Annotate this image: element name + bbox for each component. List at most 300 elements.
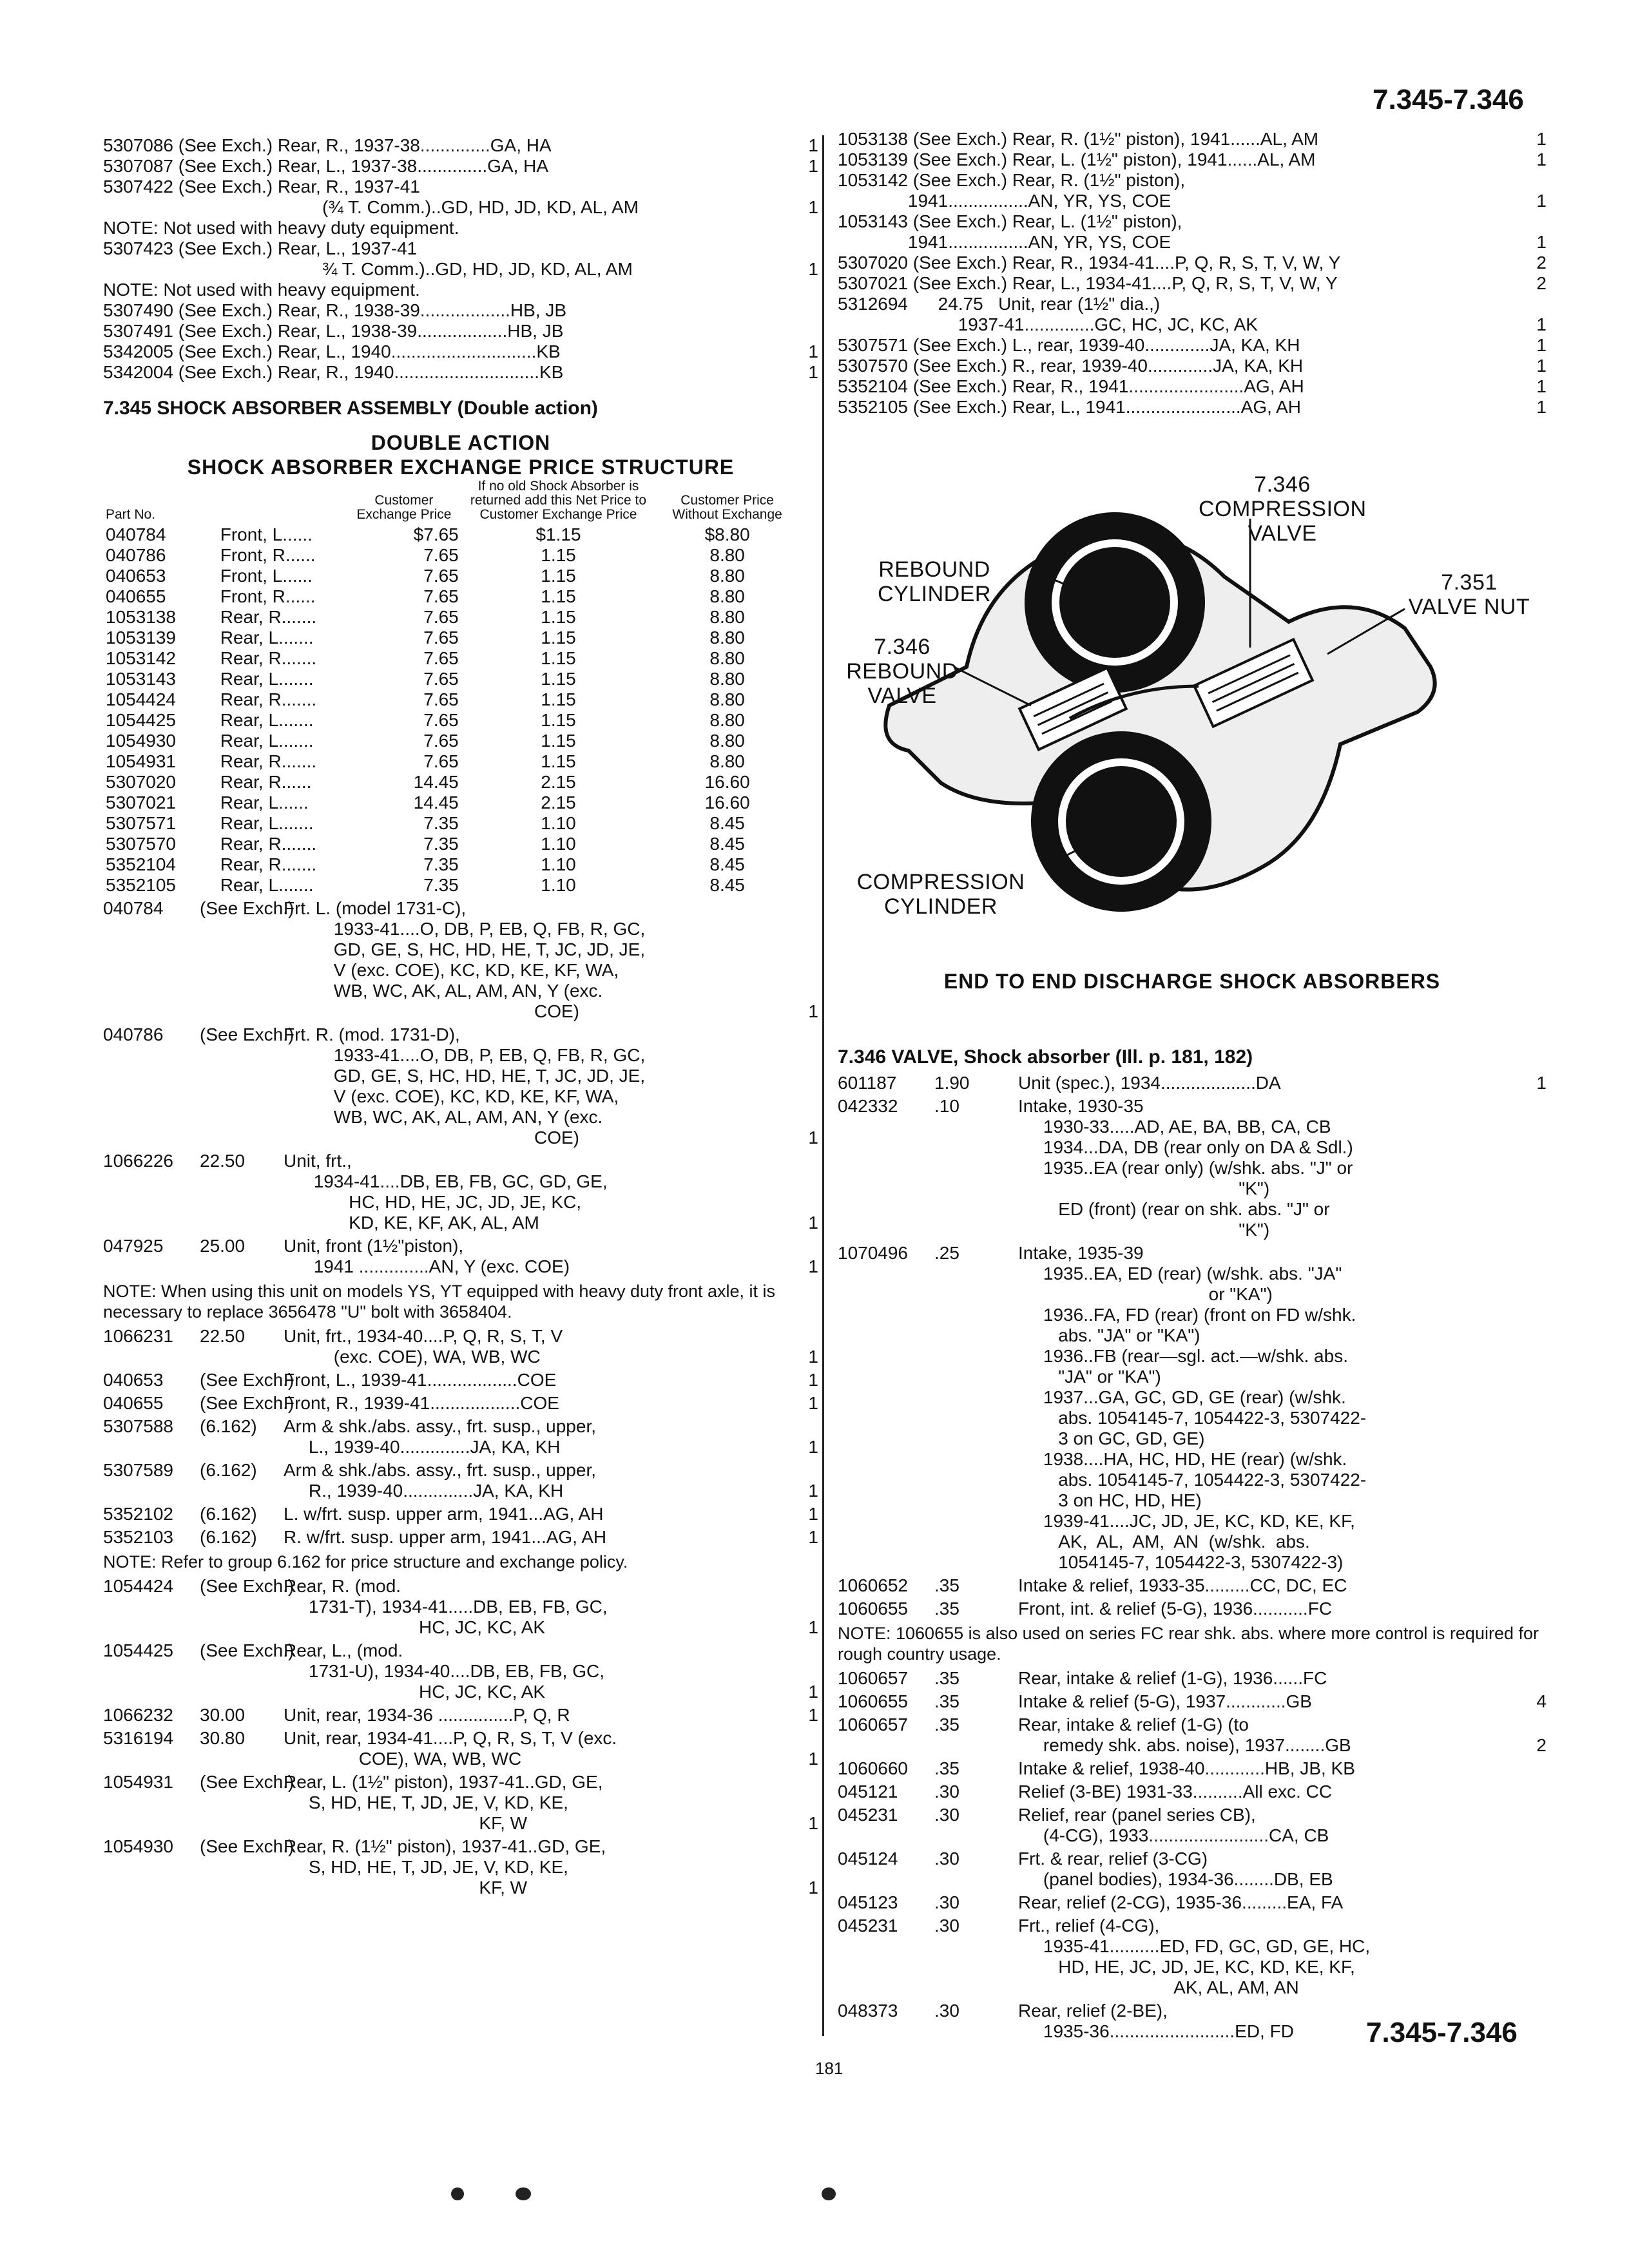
cell-part-no: 1054424 [106, 689, 177, 709]
quantity: 1 [808, 1813, 818, 1833]
price-table-row [103, 689, 799, 710]
cell-net: 2.15 [541, 772, 576, 792]
part-number: 045123 [838, 1892, 898, 1912]
cell-without: 16.60 [704, 793, 750, 812]
price: (6.162) [200, 1460, 257, 1480]
price: .35 [934, 1691, 959, 1711]
quantity: 1 [808, 1001, 818, 1021]
parts-entry [103, 1326, 818, 1367]
cell-exchange: 7.65 [423, 586, 459, 606]
cell-part-no: 5307571 [106, 813, 177, 833]
left-entries-1 [103, 898, 818, 1277]
cell-position: Rear, R....... [220, 648, 317, 668]
part-number: 5307588 [103, 1416, 174, 1436]
line-qty: 2 [1536, 273, 1547, 293]
quantity: 1 [808, 1256, 818, 1276]
print-speck [822, 2187, 836, 2200]
parts-entry [103, 1728, 818, 1769]
cell-position: Rear, L...... [220, 793, 309, 812]
description: Arm & shk./abs. assy., frt. susp., upper, L., 1939-40..............JA, KA, KH [284, 1416, 596, 1457]
print-speck [516, 2187, 531, 2200]
quantity: 1 [808, 1437, 818, 1457]
description: Arm & shk./abs. assy., frt. susp., upper, R., 1939-40..............JA, KA, KH [284, 1460, 596, 1501]
left-column [103, 135, 818, 1898]
cell-without: 8.80 [709, 710, 745, 730]
description: Front, L., 1939-41..................COE [284, 1370, 557, 1390]
parts-entry [838, 1691, 1547, 1712]
catalog-line [838, 356, 1547, 376]
cell-part-no: 040784 [106, 524, 166, 544]
cell-position: Front, L...... [220, 566, 313, 586]
catalog-line [103, 135, 818, 156]
cell-position: Rear, L....... [220, 813, 314, 833]
description: Relief, rear (panel series CB), (4-CG), 1933........................CA, CB [1018, 1805, 1329, 1845]
cell-net: 1.15 [541, 648, 576, 668]
line-text: 5342005 (See Exch.) Rear, L., 1940.............................KB [103, 341, 561, 361]
catalog-line [103, 238, 818, 259]
cell-exchange: 7.35 [423, 854, 459, 874]
part-number: 1054425 [103, 1640, 174, 1660]
cell-part-no: 1053142 [106, 648, 177, 668]
line-qty [1527, 211, 1547, 232]
quantity: 4 [1536, 1691, 1547, 1711]
part-number: 1060660 [838, 1758, 909, 1778]
catalog-line [838, 335, 1547, 356]
parts-entry [103, 1151, 818, 1233]
quantity: 1 [808, 1213, 818, 1233]
line-qty: 1 [1536, 149, 1547, 169]
cell-net: 1.10 [541, 813, 576, 833]
line-text: 5342004 (See Exch.) Rear, R., 1940.............................KB [103, 362, 564, 382]
parts-entry [838, 1096, 1547, 1240]
col-header-exchange: Customer Exchange Price [356, 493, 452, 522]
label-rebound-valve: 7.346 REBOUND VALVE [846, 635, 958, 708]
cell-exchange: 7.35 [423, 813, 459, 833]
price-table-row [103, 854, 799, 875]
cell-without: 16.60 [704, 772, 750, 792]
cell-without: 8.80 [709, 751, 745, 771]
parts-entry [103, 1576, 818, 1638]
description: Unit, front (1½"piston), 1941 ..............AN, Y (exc. COE) [284, 1236, 570, 1276]
price: .25 [934, 1243, 959, 1263]
line-text: 5312694 24.75 Unit, rear (1½" dia.,) [838, 294, 1161, 314]
price: .30 [934, 1805, 959, 1825]
line-qty: 1 [808, 135, 818, 155]
description: Rear, relief (2-BE), 1935-36.........................ED, FD [1018, 2001, 1294, 2041]
line-text: 5307491 (See Exch.) Rear, L., 1938-39..................HB, JB [103, 321, 564, 341]
cell-position: Rear, R...... [220, 772, 312, 792]
cell-exchange: 7.65 [423, 648, 459, 668]
left-entries-2 [103, 1326, 818, 1548]
price: (See Exch.) [200, 1024, 294, 1044]
line-qty: 1 [1536, 356, 1547, 376]
cell-net: 1.15 [541, 586, 576, 606]
cell-part-no: 040655 [106, 586, 166, 606]
cell-net: 1.15 [541, 545, 576, 565]
col-header-part-no: Part No. [106, 507, 156, 522]
cell-without: 8.80 [709, 607, 745, 627]
catalog-line [103, 321, 818, 341]
right-column [838, 129, 1547, 418]
price-table-row [103, 834, 799, 854]
line-text: 1941................AN, YR, YS, COE [838, 191, 1171, 211]
cell-net: 1.15 [541, 689, 576, 709]
catalog-line [103, 197, 818, 218]
quantity: 2 [1536, 1735, 1547, 1755]
section-code-top: 7.345-7.346 [1373, 84, 1524, 115]
description: Rear, L., (mod. 1731-U), 1934-40....DB, EB, FB, GC, HC, JC, KC, AK [284, 1640, 604, 1702]
price-table-row [103, 875, 799, 896]
section-title-7346: 7.346 VALVE, Shock absorber (Ill. p. 181, 182) [838, 1046, 1253, 1068]
price: .30 [934, 1782, 959, 1802]
parts-entry [103, 1460, 818, 1501]
parts-entry [838, 1892, 1547, 1913]
price-table-row [103, 545, 799, 566]
line-qty [799, 238, 818, 259]
description: Rear, R. (1½" piston), 1937-41..GD, GE, S, HD, HE, T, JD, JE, V, KD, KE, KF, W [284, 1836, 606, 1898]
description: Intake, 1935-39 1935..EA, ED (rear) (w/shk. abs. "JA" or "KA") 1936..FA, FD (rear) (front on FD w/shk. abs. "JA" or "KA") 1936..FB (rear—sgl. act.—w/shk. abs. "JA" or "KA") 1937...GA, GC, GD, GE (rear) (w/shk. abs. 1054145-7, 1054422-3, 5307422- 3 on GC, GD, GE) 1938....HA, HC, HD, HE (rear) (w/shk. abs. 1054145-7, 1054422-3, 5307422- 3 on HC, HD, HE) 1939-41....JC, JD, JE, KC, KD, KE, KF, AK, AL, AM, AN (w/shk. abs. 1054145-7, 1054422-3, 5307422-3) [1018, 1243, 1367, 1572]
cell-part-no: 5307021 [106, 793, 177, 812]
cell-net: 1.15 [541, 607, 576, 627]
catalog-line [103, 300, 818, 321]
quantity: 1 [808, 1682, 818, 1702]
cell-net: 1.15 [541, 710, 576, 730]
price: (6.162) [200, 1504, 257, 1524]
cell-without: $8.80 [704, 524, 750, 544]
price: .35 [934, 1599, 959, 1619]
cell-part-no: 5352104 [106, 854, 177, 874]
description: Rear, R. (mod. 1731-T), 1934-41.....DB, EB, FB, GC, HC, JC, KC, AK [284, 1576, 608, 1637]
price: .30 [934, 1849, 959, 1869]
note-fc-usage: NOTE: 1060655 is also used on series FC rear shk. abs. where more control is required for rough country usage. [838, 1624, 1539, 1664]
line-qty: 1 [808, 156, 818, 176]
line-qty: 1 [1536, 376, 1547, 396]
section-title-7345: 7.345 SHOCK ABSORBER ASSEMBLY (Double action) [103, 398, 598, 419]
description: Intake & relief (5-G), 1937............GB [1018, 1691, 1312, 1711]
cell-part-no: 040653 [106, 566, 166, 586]
catalog-line [103, 177, 818, 197]
price: 30.00 [200, 1705, 246, 1725]
cell-part-no: 5352105 [106, 875, 177, 895]
catalog-line [838, 211, 1547, 232]
right-entries-1 [838, 1073, 1547, 1619]
description: Rear, intake & relief (1-G) (to remedy shk. abs. noise), 1937........GB [1018, 1715, 1351, 1755]
col-header-without: Customer Price Without Exchange [672, 493, 782, 522]
cell-position: Rear, R....... [220, 751, 317, 771]
description: L. w/frt. susp. upper arm, 1941...AG, AH [284, 1504, 604, 1524]
part-number: 5352103 [103, 1527, 174, 1547]
description: Unit, frt., 1934-40....P, Q, R, S, T, V (exc. COE), WA, WB, WC [284, 1326, 563, 1367]
price-table-row [103, 751, 799, 772]
part-number: 040786 [103, 1024, 164, 1044]
part-number: 045231 [838, 1805, 898, 1825]
cell-without: 8.80 [709, 689, 745, 709]
catalog-line [103, 280, 818, 300]
part-number: 1054424 [103, 1576, 174, 1596]
cell-exchange: 7.65 [423, 710, 459, 730]
price: 22.50 [200, 1151, 246, 1171]
price-table-row [103, 566, 799, 586]
line-qty [799, 177, 818, 197]
price: .35 [934, 1668, 959, 1688]
right-top-lines [838, 129, 1547, 418]
line-qty: 1 [1536, 314, 1547, 334]
cell-net: 1.15 [541, 566, 576, 586]
parts-entry [103, 1416, 818, 1457]
line-text: 5352104 (See Exch.) Rear, R., 1941.......................AG, AH [838, 376, 1304, 396]
line-text: 1937-41..............GC, HC, JC, KC, AK [838, 314, 1258, 334]
line-text: 1941................AN, YR, YS, COE [838, 232, 1171, 252]
cell-without: 8.80 [709, 669, 745, 689]
line-text: 5307087 (See Exch.) Rear, L., 1937-38..............GA, HA [103, 156, 549, 176]
cell-net: $1.15 [535, 524, 581, 544]
parts-entry [103, 1236, 818, 1277]
parts-entry [838, 1782, 1547, 1802]
label-rebound-cylinder: REBOUND CYLINDER [878, 557, 991, 606]
quantity: 1 [808, 1128, 818, 1148]
description: Front, int. & relief (5-G), 1936...........FC [1018, 1599, 1333, 1619]
price: (See Exch.) [200, 898, 294, 918]
description: Frt. R. (mod. 1731-D), 1933-41....O, DB, P, EB, Q, FB, R, GC, GD, GE, S, HC, HD, HE, T, JC, JD, JE, V (exc. COE), KC, KD, KE, KF, WA, WB, WC, AK, AL, AM, AN, Y (exc. COE) [284, 1024, 646, 1148]
price: (See Exch.) [200, 1836, 294, 1856]
part-number: 1070496 [838, 1243, 909, 1263]
catalog-line [103, 341, 818, 362]
cell-exchange: 7.65 [423, 751, 459, 771]
description: Rear, intake & relief (1-G), 1936......FC [1018, 1668, 1327, 1688]
price: .35 [934, 1758, 959, 1778]
quantity: 1 [808, 1749, 818, 1769]
cell-position: Rear, L....... [220, 628, 314, 648]
cell-part-no: 1054425 [106, 710, 177, 730]
line-qty: 1 [1536, 191, 1547, 211]
description: Unit (spec.), 1934...................DA [1018, 1073, 1281, 1093]
quantity: 1 [808, 1617, 818, 1637]
parts-entry [838, 1805, 1547, 1846]
part-number: 1060657 [838, 1668, 909, 1688]
price-table-row [103, 628, 799, 648]
cell-position: Front, R...... [220, 545, 316, 565]
part-number: 5316194 [103, 1728, 174, 1748]
line-text: 5307490 (See Exch.) Rear, R., 1938-39..................HB, JB [103, 300, 567, 320]
column-divider [822, 135, 824, 2036]
price: .30 [934, 1916, 959, 1936]
line-text: 5307021 (See Exch.) Rear, L., 1934-41....P, Q, R, S, T, V, W, Y [838, 273, 1338, 293]
description: Front, R., 1939-41..................COE [284, 1393, 559, 1413]
line-text: (¾ T. Comm.)..GD, HD, JD, KD, AL, AM [322, 197, 639, 217]
line-text: 5307086 (See Exch.) Rear, R., 1937-38..............GA, HA [103, 135, 552, 155]
catalog-line [838, 253, 1547, 273]
description: Intake & relief, 1933-35.........CC, DC, EC [1018, 1575, 1347, 1595]
description: Rear, relief (2-CG), 1935-36.........EA, FA [1018, 1892, 1344, 1912]
shock-absorber-diagram [838, 474, 1553, 970]
cell-position: Rear, R....... [220, 834, 317, 854]
price: (See Exch.) [200, 1640, 294, 1660]
cell-position: Front, L...... [220, 524, 313, 544]
catalog-line [103, 156, 818, 177]
line-qty: 1 [1536, 232, 1547, 252]
quantity: 1 [1536, 1073, 1547, 1093]
cell-without: 8.80 [709, 628, 745, 648]
part-number: 040653 [103, 1370, 164, 1390]
catalog-line [103, 362, 818, 383]
line-qty [799, 321, 818, 341]
cell-without: 8.80 [709, 731, 745, 751]
part-number: 1066231 [103, 1326, 174, 1346]
price-table-row [103, 648, 799, 669]
cell-part-no: 1053143 [106, 669, 177, 689]
parts-entry [103, 898, 818, 1022]
price: (See Exch.) [200, 1576, 294, 1596]
parts-entry [838, 1668, 1547, 1689]
label-compression-valve: 7.346 COMPRESSION VALVE [1199, 472, 1367, 546]
description: Intake & relief, 1938-40............HB, JB, KB [1018, 1758, 1355, 1778]
cell-position: Front, R...... [220, 586, 316, 606]
price: .10 [934, 1096, 959, 1116]
price-table-row [103, 710, 799, 731]
description: Rear, L. (1½" piston), 1937-41..GD, GE, S, HD, HE, T, JD, JE, V, KD, KE, KF, W [284, 1772, 603, 1833]
part-number: 042332 [838, 1096, 898, 1116]
line-text: NOTE: Not used with heavy duty equipment. [103, 218, 459, 238]
line-qty [799, 300, 818, 321]
line-qty [1527, 294, 1547, 314]
left-top-lines [103, 135, 818, 383]
cell-exchange: 7.65 [423, 689, 459, 709]
price-table-row [103, 793, 799, 813]
table-title-line1: DOUBLE ACTION [371, 431, 551, 454]
cell-net: 1.10 [541, 854, 576, 874]
cell-exchange: 14.45 [413, 793, 459, 812]
line-text: 5307571 (See Exch.) L., rear, 1939-40.............JA, KA, KH [838, 335, 1300, 355]
catalog-line [838, 273, 1547, 294]
part-number: 1066232 [103, 1705, 174, 1725]
print-speck [451, 2187, 464, 2200]
price-table-row [103, 772, 799, 793]
parts-entry [838, 1849, 1547, 1890]
cell-without: 8.80 [709, 566, 745, 586]
part-number: 5307589 [103, 1460, 174, 1480]
line-qty: 1 [808, 362, 818, 382]
quantity: 1 [808, 1347, 818, 1367]
price: .35 [934, 1715, 959, 1735]
quantity: 1 [808, 1481, 818, 1501]
cell-without: 8.45 [709, 854, 745, 874]
part-number: 045124 [838, 1849, 898, 1869]
page-number: 181 [815, 2059, 843, 2078]
note-ys-yt: NOTE: When using this unit on models YS, YT equipped with heavy duty front axle, it is necessary to replace 3656478 "U" bolt with 3658404. [103, 1282, 776, 1321]
part-number: 601187 [838, 1073, 897, 1093]
parts-entry [838, 1715, 1547, 1756]
description: Frt. L. (model 1731-C), 1933-41....O, DB, P, EB, Q, FB, R, GC, GD, GE, S, HC, HD, HE, T, JC, JD, JE, V (exc. COE), KC, KD, KE, KF, WA, WB, WC, AK, AL, AM, AN, Y (exc. COE) [284, 898, 646, 1021]
price: (See Exch.) [200, 1370, 294, 1390]
quantity: 1 [808, 1393, 818, 1413]
table-title-line2: SHOCK ABSORBER EXCHANGE PRICE STRUCTURE [187, 456, 735, 479]
catalog-line [838, 232, 1547, 253]
cell-without: 8.80 [709, 545, 745, 565]
parts-entry [838, 1916, 1547, 1998]
col-header-net: If no old Shock Absorber is returned add this Net Price to Customer Exchange Price [470, 479, 647, 522]
cell-exchange: 7.35 [423, 834, 459, 854]
description: R. w/frt. susp. upper arm, 1941...AG, AH [284, 1527, 607, 1547]
line-text: 1053138 (See Exch.) Rear, R. (1½" piston), 1941......AL, AM [838, 129, 1319, 149]
cell-part-no: 1053139 [106, 628, 177, 648]
parts-entry [103, 1640, 818, 1702]
catalog-line [838, 397, 1547, 418]
line-qty: 1 [1536, 397, 1547, 417]
cell-part-no: 1053138 [106, 607, 177, 627]
line-text: NOTE: Not used with heavy equipment. [103, 280, 420, 300]
line-qty [1527, 170, 1547, 191]
line-text: 5352105 (See Exch.) Rear, L., 1941.......................AG, AH [838, 397, 1302, 417]
price: .30 [934, 1892, 959, 1912]
line-text: 5307422 (See Exch.) Rear, R., 1937-41 [103, 177, 420, 197]
quantity: 1 [808, 1527, 818, 1547]
cell-position: Rear, L....... [220, 731, 314, 751]
price-table-row [103, 669, 799, 689]
cell-exchange: 7.65 [423, 607, 459, 627]
price: .30 [934, 2001, 959, 2021]
parts-entry [103, 1772, 818, 1834]
note-group-6162: NOTE: Refer to group 6.162 for price structure and exchange policy. [103, 1552, 628, 1571]
quantity: 1 [808, 1705, 818, 1725]
cell-net: 1.15 [541, 731, 576, 751]
diagram-caption: END TO END DISCHARGE SHOCK ABSORBERS [943, 970, 1441, 993]
line-text: 1053139 (See Exch.) Rear, L. (1½" piston), 1941......AL, AM [838, 149, 1316, 169]
description: Frt., relief (4-CG), 1935-41..........ED, FD, GC, GD, GE, HC, HD, HE, JC, JD, JE, KC, KD, KE, KF, AK, AL, AM, AN [1018, 1916, 1371, 1997]
price-table-row [103, 607, 799, 628]
label-compression-cylinder: COMPRESSION CYLINDER [856, 870, 1025, 919]
part-number: 1060655 [838, 1599, 909, 1619]
cell-exchange: 7.35 [423, 875, 459, 895]
line-qty [799, 218, 818, 238]
line-text: 5307570 (See Exch.) R., rear, 1939-40.............JA, KA, KH [838, 356, 1304, 376]
part-number: 1060657 [838, 1715, 909, 1735]
cell-without: 8.45 [709, 813, 745, 833]
parts-entry [838, 1599, 1547, 1619]
price-table-row [103, 586, 799, 607]
cell-position: Rear, L....... [220, 669, 314, 689]
catalog-line [838, 314, 1547, 335]
description: Intake, 1930-35 1930-33.....AD, AE, BA, BB, CA, CB 1934...DA, DB (rear only on DA & Sdl.) 1935..EA (rear only) (w/shk. abs. "J" or "K") ED (front) (rear on shk. abs. "J" or "K") [1018, 1096, 1353, 1240]
label-valve-nut: 7.351 VALVE NUT [1408, 570, 1530, 619]
catalog-line [838, 191, 1547, 211]
part-number: 1066226 [103, 1151, 174, 1171]
part-number: 045121 [838, 1782, 898, 1802]
parts-entry [103, 1705, 818, 1725]
line-text: 5307020 (See Exch.) Rear, R., 1934-41....P, Q, R, S, T, V, W, Y [838, 253, 1341, 273]
quantity: 1 [808, 1504, 818, 1524]
part-number: 1060655 [838, 1691, 909, 1711]
cell-part-no: 5307570 [106, 834, 177, 854]
part-number: 1060652 [838, 1575, 909, 1595]
line-qty: 1 [808, 341, 818, 361]
cell-part-no: 040786 [106, 545, 166, 565]
cell-exchange: 7.65 [423, 731, 459, 751]
cell-net: 1.10 [541, 875, 576, 895]
cell-exchange: 7.65 [423, 628, 459, 648]
cell-position: Rear, R....... [220, 689, 317, 709]
exchange-price-table [103, 479, 799, 896]
parts-entry [103, 1836, 818, 1898]
quantity: 1 [808, 1370, 818, 1390]
cell-net: 1.15 [541, 628, 576, 648]
cell-net: 1.10 [541, 834, 576, 854]
cell-position: Rear, L....... [220, 875, 314, 895]
parts-entry [103, 1504, 818, 1524]
price: (See Exch.) [200, 1772, 294, 1792]
cell-without: 8.45 [709, 834, 745, 854]
part-number: 1054930 [103, 1836, 174, 1856]
cell-without: 8.80 [709, 648, 745, 668]
